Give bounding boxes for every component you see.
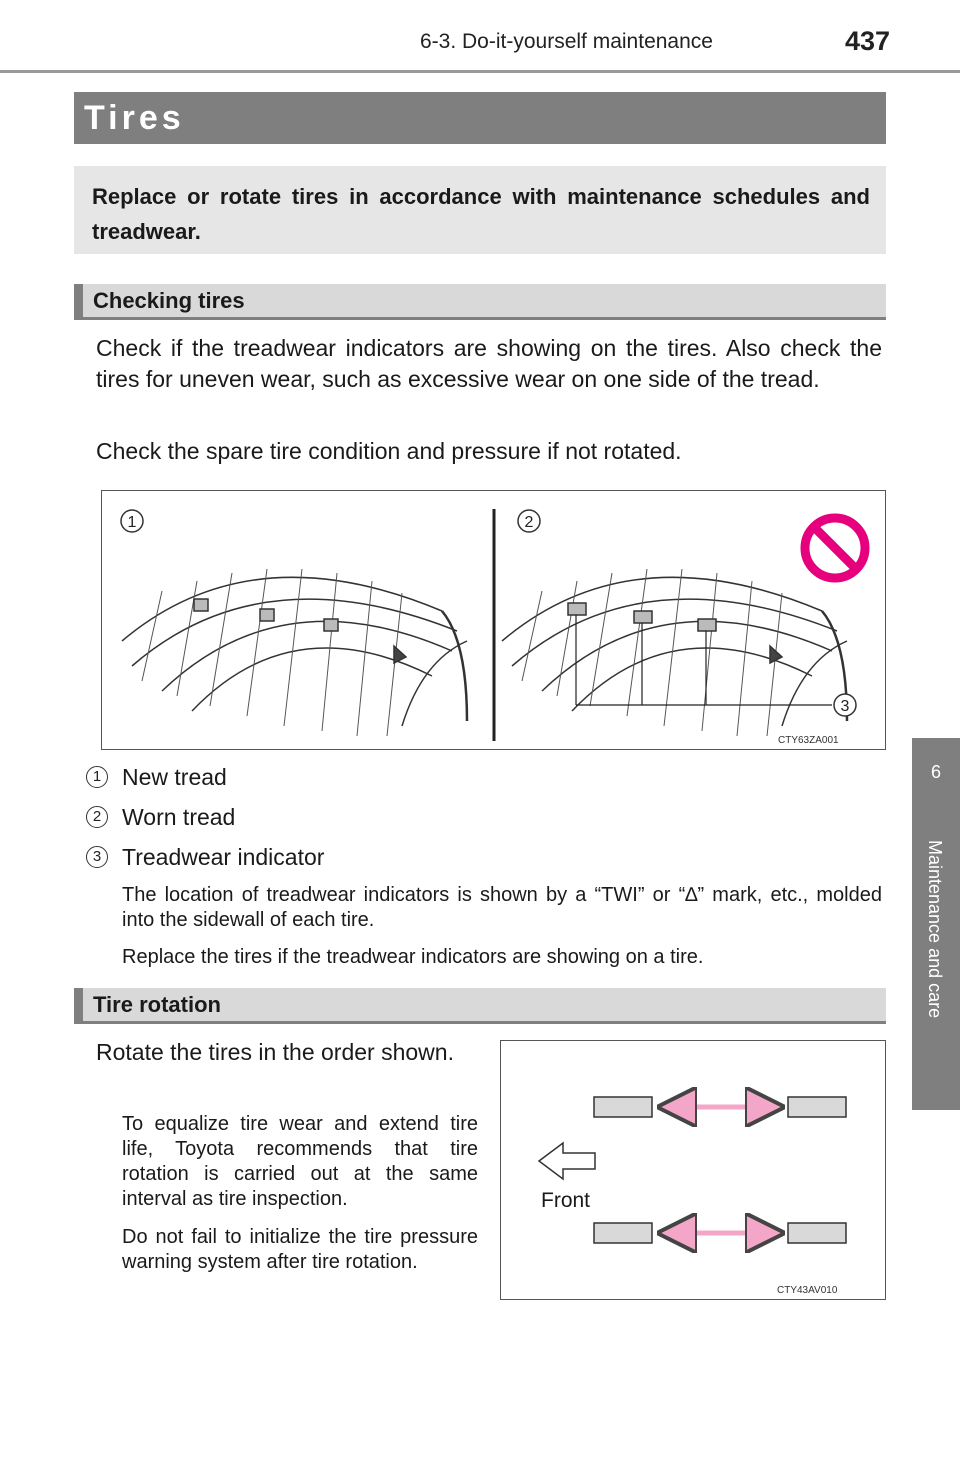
tread-illustration [102,491,885,749]
worn-tread-tire [502,569,847,736]
section-title: 6-3. Do-it-yourself maintenance [420,30,713,53]
rotation-note-1: To equalize tire wear and extend tire life, Toyota recommends that tire rotation is carried out at the same interval as tire inspection. [122,1113,478,1210]
front-label: Front [541,1189,591,1212]
rotation-figure [500,1040,886,1300]
checking-tires-heading [74,284,886,320]
legend-num-2: 2 [86,806,108,828]
chapter-label: Maintenance and care [925,840,945,1019]
page-title: Tires [84,99,185,137]
checking-para-2: Check the spare tire condition and pressure if not rotated. [96,438,682,464]
front-left-tire [594,1097,652,1117]
svg-text:3: 3 [840,698,850,715]
header-rule [0,70,960,73]
legend-num-1: 1 [86,766,108,788]
rotation-figure-code: CTY43AV010 [777,1285,838,1296]
svg-text:2: 2 [524,514,534,531]
page-number: 437 [845,26,891,56]
tire-rotation-heading-text: Tire rotation [93,992,221,1017]
checking-tires-heading-text: Checking tires [93,288,245,313]
rear-right-tire [788,1223,846,1243]
rotation-instruction: Rotate the tires in the order shown. [96,1039,454,1065]
rotation-diagram [501,1041,885,1299]
treadwear-note-1: The location of treadwear indicators is shown by a “TWI” or “∆” mark, etc., molded into the sidewall of each tire. [122,884,882,931]
checking-para-1: Check if the treadwear indicators are showing on the tires. Also check the tires for uneven wear, such as excessive wear on one side of the tread. [96,335,882,392]
new-tread-tire [122,569,467,736]
tread-figure-code: CTY63ZA001 [778,735,839,746]
prohibited-icon [805,518,865,578]
legend-num-3: 3 [86,846,108,868]
summary-text: Replace or rotate tires in accordance with maintenance schedules and treadwear. [92,184,870,244]
chapter-label-wrap [924,840,948,1070]
front-arrow-icon [539,1143,595,1179]
front-right-tire [788,1097,846,1117]
rear-left-tire [594,1223,652,1243]
legend-text-2: Worn tread [122,804,236,830]
legend-text-1: New tread [122,764,227,790]
svg-text:1: 1 [127,514,137,531]
legend-text-3: Treadwear indicator [122,844,325,870]
title-bar [74,92,886,144]
tire-rotation-heading [74,988,886,1024]
tread-figure [101,490,886,750]
rotation-note-2: Do not fail to initialize the tire pressure warning system after tire rotation. [122,1226,478,1273]
treadwear-note-2: Replace the tires if the treadwear indicators are showing on a tire. [122,946,704,968]
chapter-number: 6 [930,762,941,782]
